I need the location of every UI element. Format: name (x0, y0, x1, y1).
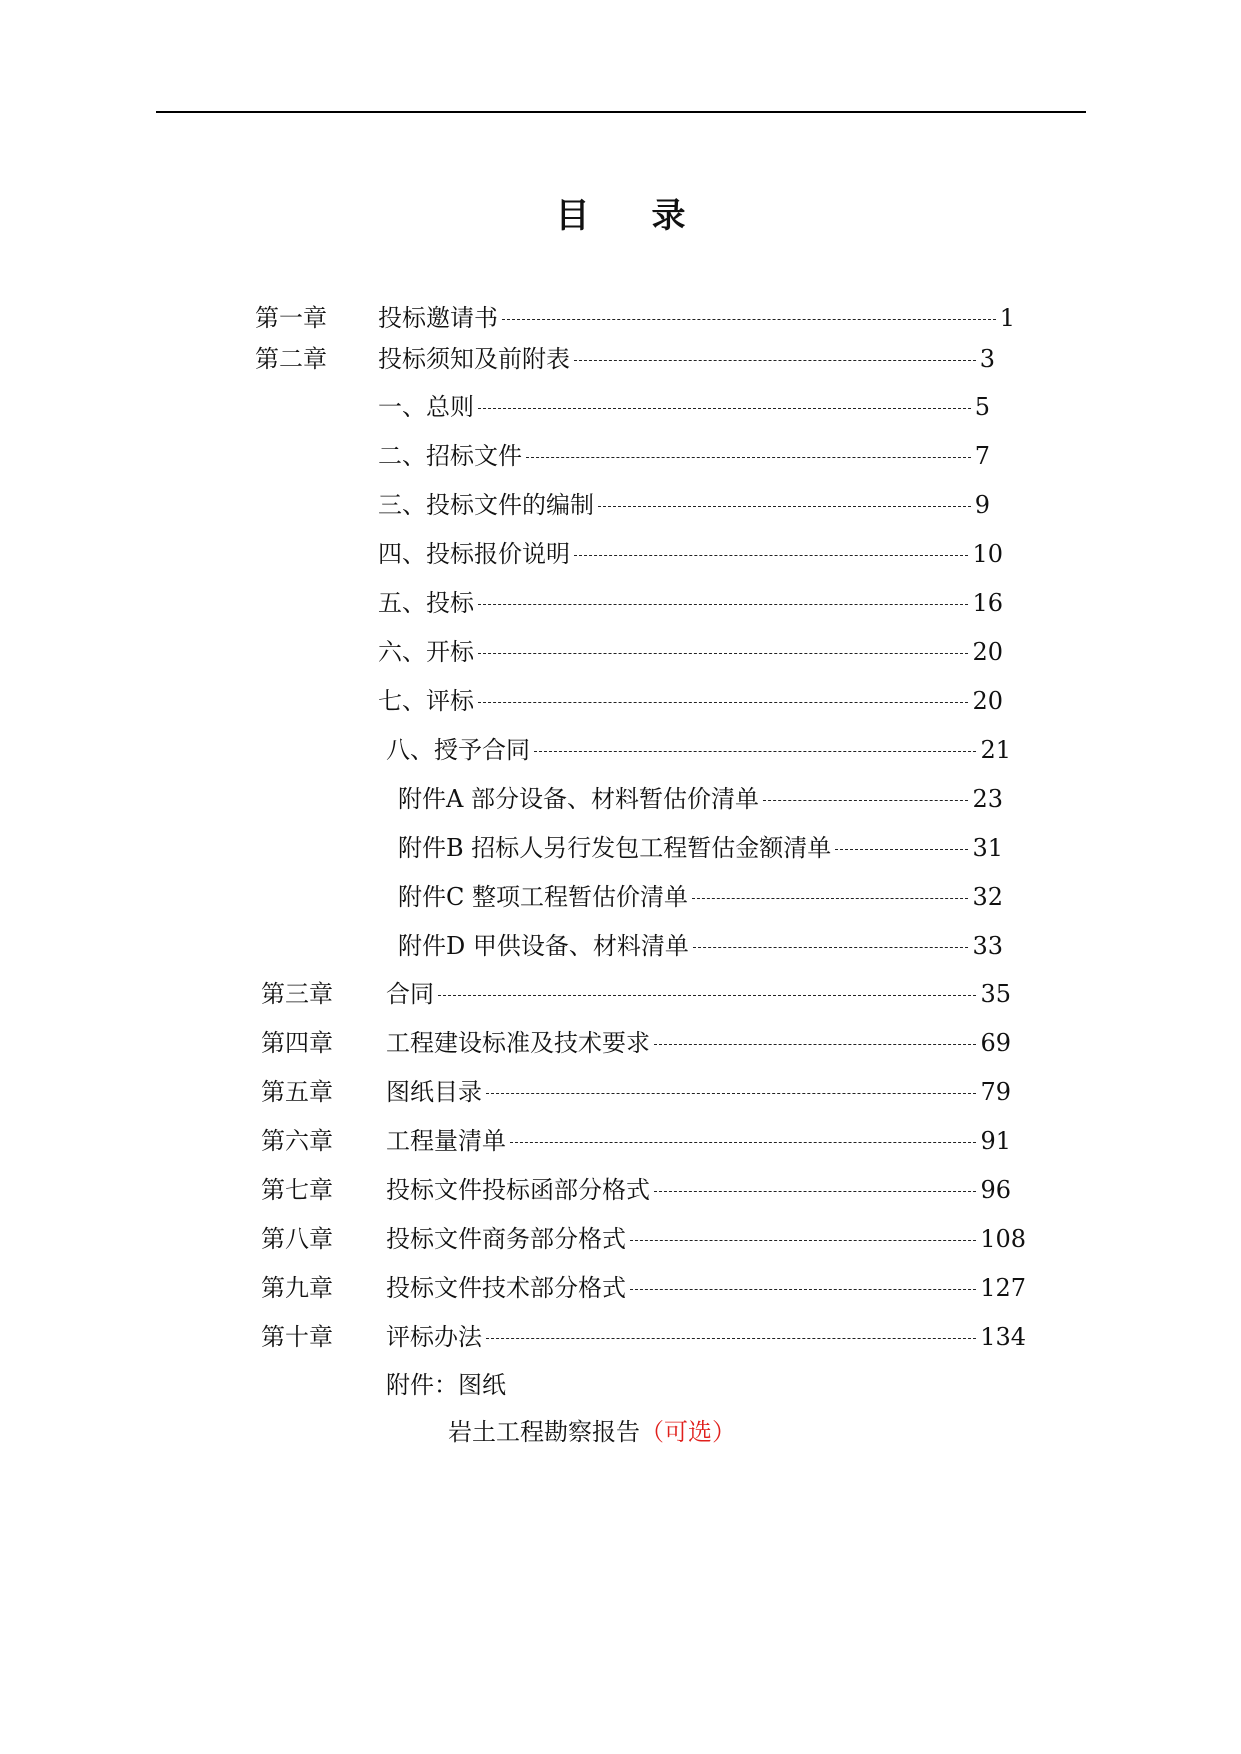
toc-page: 21 (980, 736, 1011, 764)
toc-text: 附件C 整项工程暂估价清单 (398, 883, 688, 911)
page-title (0, 188, 1241, 237)
optional-note: （可选） (640, 1418, 736, 1446)
toc-item[interactable] (261, 1075, 1021, 1109)
toc-leader (630, 1240, 976, 1241)
toc-text: 三、投标文件的编制 (378, 491, 594, 519)
toc-item[interactable] (378, 439, 1015, 473)
toc-chapter: 第七章 (261, 1176, 333, 1204)
toc-page: 1 (999, 304, 1015, 332)
toc-page: 69 (980, 1029, 1011, 1057)
toc-page: 3 (979, 345, 995, 373)
toc-page: 10 (972, 540, 1003, 568)
toc-page: 96 (980, 1176, 1011, 1204)
toc-item[interactable] (255, 342, 1015, 376)
toc-leader (478, 408, 971, 409)
toc-page: 35 (980, 980, 1011, 1008)
toc-leader (654, 1044, 976, 1045)
toc-page: 20 (972, 687, 1003, 715)
toc-text: 评标办法 (386, 1323, 482, 1351)
toc-item[interactable] (261, 1124, 1021, 1158)
toc-text: 附件A 部分设备、材料暂估价清单 (398, 785, 759, 813)
toc-entry (398, 929, 1003, 963)
toc-item[interactable] (261, 1222, 1041, 1256)
toc-leader (510, 1142, 976, 1143)
toc-page: 91 (980, 1127, 1011, 1155)
toc-item[interactable] (261, 1173, 1021, 1207)
toc-item[interactable] (261, 977, 1021, 1011)
toc-item[interactable] (398, 831, 1015, 865)
toc-entry (398, 880, 1003, 914)
toc-page: 32 (972, 883, 1003, 911)
toc-text: 一、总则 (378, 393, 474, 421)
toc-chapter: 第一章 (255, 304, 327, 332)
toc-item[interactable] (386, 733, 1015, 767)
toc-leader (692, 898, 968, 899)
toc-page: 33 (972, 932, 1003, 960)
toc-leader (478, 702, 968, 703)
toc-text: 六、开标 (378, 638, 474, 666)
toc-page: 79 (980, 1078, 1011, 1106)
toc-entry (386, 1271, 1026, 1305)
toc-item[interactable] (378, 635, 1015, 669)
toc-entry (378, 537, 1003, 571)
toc-entry (378, 390, 990, 424)
header-rule (156, 111, 1086, 113)
toc-entry (386, 1173, 1011, 1207)
toc-text: 工程建设标准及技术要求 (386, 1029, 650, 1057)
toc-item[interactable] (398, 782, 1015, 816)
attachment-line (386, 1368, 786, 1402)
toc-entry (386, 1222, 1026, 1256)
toc-entry (378, 301, 1015, 335)
toc-item[interactable] (398, 880, 1015, 914)
toc-text: 工程量清单 (386, 1127, 506, 1155)
toc-page: 20 (972, 638, 1003, 666)
toc-text: 投标邀请书 (378, 304, 498, 332)
toc-text: 投标须知及前附表 (378, 345, 570, 373)
toc-text: 图纸目录 (386, 1078, 482, 1106)
toc-leader (630, 1289, 976, 1290)
toc-text: 四、投标报价说明 (378, 540, 570, 568)
toc-text: 二、招标文件 (378, 442, 522, 470)
toc-text: 八、授予合同 (386, 736, 530, 764)
report-label: 岩土工程勘察报告 (448, 1418, 640, 1446)
toc-item[interactable] (261, 1271, 1041, 1305)
toc-entry (386, 1320, 1026, 1354)
toc-leader (835, 849, 968, 850)
toc-page: 108 (980, 1225, 1026, 1253)
toc-chapter: 第六章 (261, 1127, 333, 1155)
title-char-2: 录 (651, 196, 686, 236)
toc-page: 31 (972, 834, 1003, 862)
toc-text: 投标文件投标函部分格式 (386, 1176, 650, 1204)
toc-entry (378, 586, 1003, 620)
toc-text: 附件D 甲供设备、材料清单 (398, 932, 689, 960)
toc-leader (502, 319, 996, 320)
report-line (448, 1415, 948, 1449)
toc-leader (438, 995, 976, 996)
toc-text: 投标文件技术部分格式 (386, 1274, 626, 1302)
toc-item[interactable] (378, 586, 1015, 620)
toc-leader (534, 751, 976, 752)
toc-entry (378, 342, 995, 376)
toc-entry (386, 1026, 1011, 1060)
toc-leader (763, 800, 968, 801)
toc-leader (486, 1093, 976, 1094)
toc-item[interactable] (378, 390, 1015, 424)
toc-leader (693, 947, 969, 948)
toc-text: 合同 (386, 980, 434, 1008)
toc-entry (398, 831, 1003, 865)
toc-text: 附件B 招标人另行发包工程暂估金额清单 (398, 834, 832, 862)
toc-page: 5 (974, 393, 990, 421)
toc-entry (378, 684, 1003, 718)
toc-entry (386, 977, 1011, 1011)
toc-item[interactable] (378, 684, 1015, 718)
toc-leader (526, 457, 971, 458)
toc-chapter: 第八章 (261, 1225, 333, 1253)
title-char-1: 目 (555, 196, 590, 236)
toc-leader (478, 653, 968, 654)
toc-item[interactable] (378, 488, 1015, 522)
toc-entry (378, 439, 990, 473)
toc-page: 23 (972, 785, 1003, 813)
toc-leader (478, 604, 968, 605)
toc-leader (654, 1191, 976, 1192)
toc-leader (574, 360, 976, 361)
toc-entry (386, 1124, 1011, 1158)
toc-entry (378, 488, 990, 522)
toc-text: 五、投标 (378, 589, 474, 617)
toc-entry (386, 1075, 1011, 1109)
toc-leader (598, 506, 971, 507)
toc-chapter: 第二章 (255, 345, 327, 373)
toc-entry (398, 782, 1003, 816)
toc-chapter: 第十章 (261, 1323, 333, 1351)
toc-item[interactable] (255, 301, 1015, 335)
toc-item[interactable] (378, 537, 1015, 571)
toc-text: 七、评标 (378, 687, 474, 715)
toc-chapter: 第四章 (261, 1029, 333, 1057)
attachment-label: 附件：图纸 (386, 1371, 506, 1399)
toc-chapter: 第九章 (261, 1274, 333, 1302)
toc-entry (378, 635, 1003, 669)
toc-page: 16 (972, 589, 1003, 617)
toc-entry (386, 733, 1011, 767)
toc-page: 127 (980, 1274, 1026, 1302)
toc-chapter: 第五章 (261, 1078, 333, 1106)
toc-leader (574, 555, 968, 556)
toc-leader (486, 1338, 976, 1339)
toc-page: 9 (974, 491, 990, 519)
toc-item[interactable] (261, 1320, 1041, 1354)
toc-page: 7 (974, 442, 990, 470)
toc-page: 134 (980, 1323, 1026, 1351)
toc-item[interactable] (261, 1026, 1021, 1060)
toc-text: 投标文件商务部分格式 (386, 1225, 626, 1253)
toc-chapter: 第三章 (261, 980, 333, 1008)
toc-item[interactable] (398, 929, 1015, 963)
